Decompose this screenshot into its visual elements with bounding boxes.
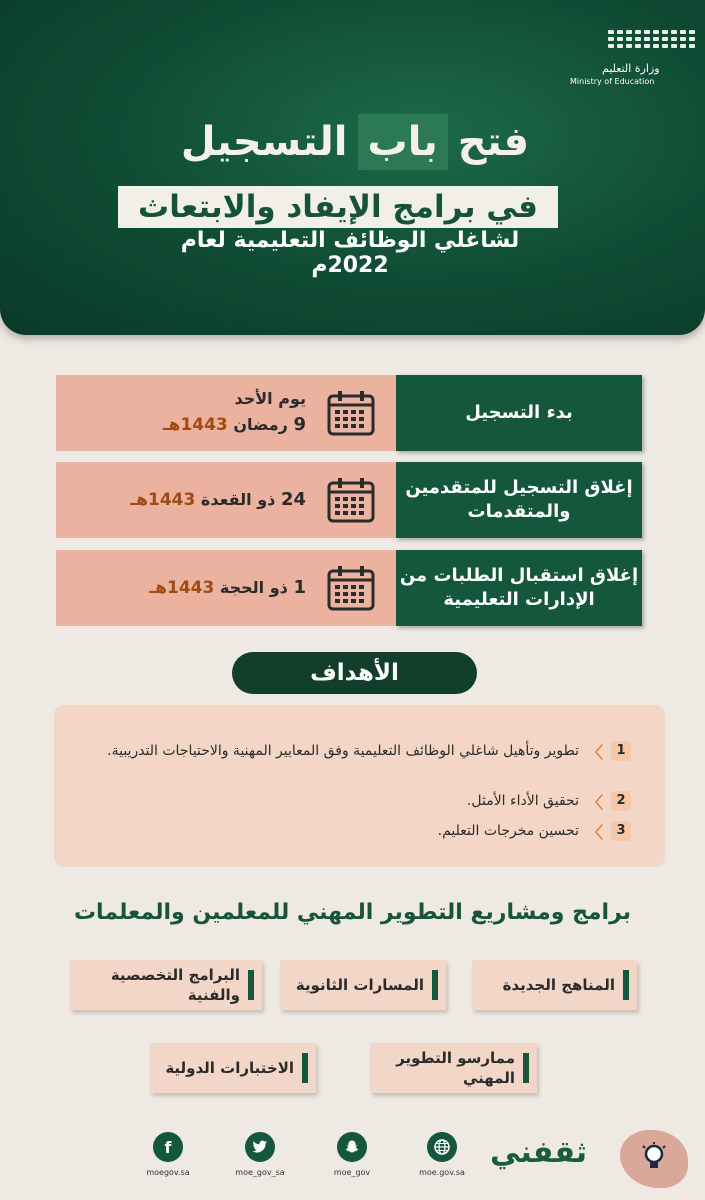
schedule-day-number: 24: [280, 489, 306, 511]
program-label: ممارسو التطوير المهني: [396, 1048, 515, 1087]
schedule-label: بدء التسجيل: [396, 375, 642, 451]
facebook-icon: f: [153, 1132, 183, 1162]
goal-item: [467, 791, 631, 814]
chevron-icon: 〉: [586, 793, 603, 812]
calendar-icon: [326, 389, 376, 437]
globe-icon: [427, 1132, 457, 1162]
goal-item: [438, 821, 631, 844]
schedule-value: [56, 550, 396, 626]
goal-number: 3: [611, 821, 631, 841]
program-card: [150, 1043, 316, 1093]
program-card: [472, 960, 637, 1010]
lightbulb-icon: [620, 1130, 688, 1188]
logo-arabic-text: وزارة التعليم: [602, 62, 660, 75]
goal-text: تطوير وتأهيل شاغلي الوظائف التعليمية وفق المعايير المهنية والاحتياجات التدريبية.: [107, 743, 579, 759]
twitter-link[interactable]: [230, 1132, 290, 1177]
goal-number: 1: [611, 741, 631, 761]
facebook-link[interactable]: [138, 1132, 198, 1177]
schedule-value: [56, 462, 396, 538]
program-card: [70, 960, 262, 1010]
schedule-day-number: 1: [293, 577, 306, 599]
website-link[interactable]: [412, 1132, 472, 1177]
card-accent-bar: [523, 1053, 529, 1083]
schedule-label: إغلاق التسجيل للمتقدمين والمتقدمات: [396, 462, 642, 538]
card-accent-bar: [432, 970, 438, 1000]
program-label: المسارات الثانوية: [295, 975, 424, 994]
program-label: البرامج التخصصية والفنية: [110, 965, 240, 1004]
schedule-row-admin-close: [56, 550, 642, 626]
schedule-month: ذو القعدة: [200, 490, 276, 510]
programs-heading: برامج ومشاريع التطوير المهني للمعلمين والمعلمات: [73, 900, 632, 925]
schedule-date: [130, 462, 306, 538]
goal-text: تحقيق الأداء الأمثل.: [466, 793, 579, 809]
main-title: [170, 112, 540, 172]
title-word-highlight: باب: [358, 114, 448, 170]
goal-text: تحسين مخرجات التعليم.: [437, 823, 579, 839]
schedule-value: [56, 375, 396, 451]
schedule-row-start: [56, 375, 642, 451]
website-url: moe.gov.sa: [419, 1168, 465, 1177]
snapchat-handle: moe_gov: [333, 1168, 371, 1177]
goal-item: [81, 741, 631, 764]
subtitle: في برامج الإيفاد والابتعاث: [118, 186, 558, 228]
goals-box: [54, 705, 665, 867]
title-word: التسجيل: [180, 119, 348, 165]
program-card: [280, 960, 446, 1010]
title-word: فتح: [457, 119, 530, 165]
schedule-month: ذو الحجة: [219, 578, 288, 598]
schedule-date: [163, 375, 306, 451]
calendar-icon: [326, 564, 376, 612]
snapchat-icon: [337, 1132, 367, 1162]
schedule-year: 1443هـ: [162, 415, 228, 436]
card-accent-bar: [248, 970, 254, 1000]
goals-heading: الأهداف: [232, 652, 477, 694]
logo-dots-icon: [608, 30, 690, 48]
schedule-day-number: 9: [293, 414, 306, 436]
schedule-year: 1443هـ: [149, 578, 215, 599]
snapchat-link[interactable]: [322, 1132, 382, 1177]
ministry-logo: [560, 30, 690, 100]
program-label: المناهج الجديدة: [502, 975, 615, 994]
schedule-day: يوم الأحد: [234, 389, 306, 409]
subtitle-line: لشاغلي الوظائف التعليمية لعام 2022م: [180, 228, 520, 278]
chevron-icon: 〉: [586, 743, 603, 762]
schedule-year: 1443هـ: [130, 490, 196, 511]
calendar-icon: [326, 476, 376, 524]
facebook-handle: moegov.sa: [146, 1168, 190, 1177]
logo-english-text: Ministry of Education: [570, 77, 655, 86]
schedule-row-close: [56, 462, 642, 538]
chevron-icon: 〉: [586, 823, 603, 842]
program-label: الاختبارات الدولية: [165, 1058, 294, 1077]
program-card: [370, 1043, 537, 1093]
header-banner: [0, 0, 705, 335]
twitter-handle: moe_gov_sa: [235, 1168, 285, 1177]
card-accent-bar: [302, 1053, 308, 1083]
brand-logo-text: ثقفني: [490, 1135, 588, 1170]
goal-number: 2: [611, 791, 631, 811]
twitter-icon: [245, 1132, 275, 1162]
schedule-month: رمضان: [233, 415, 288, 435]
card-accent-bar: [623, 970, 629, 1000]
schedule-date: [149, 550, 306, 626]
schedule-label: إغلاق استقبال الطلبات من الإدارات التعليمية: [396, 550, 642, 626]
